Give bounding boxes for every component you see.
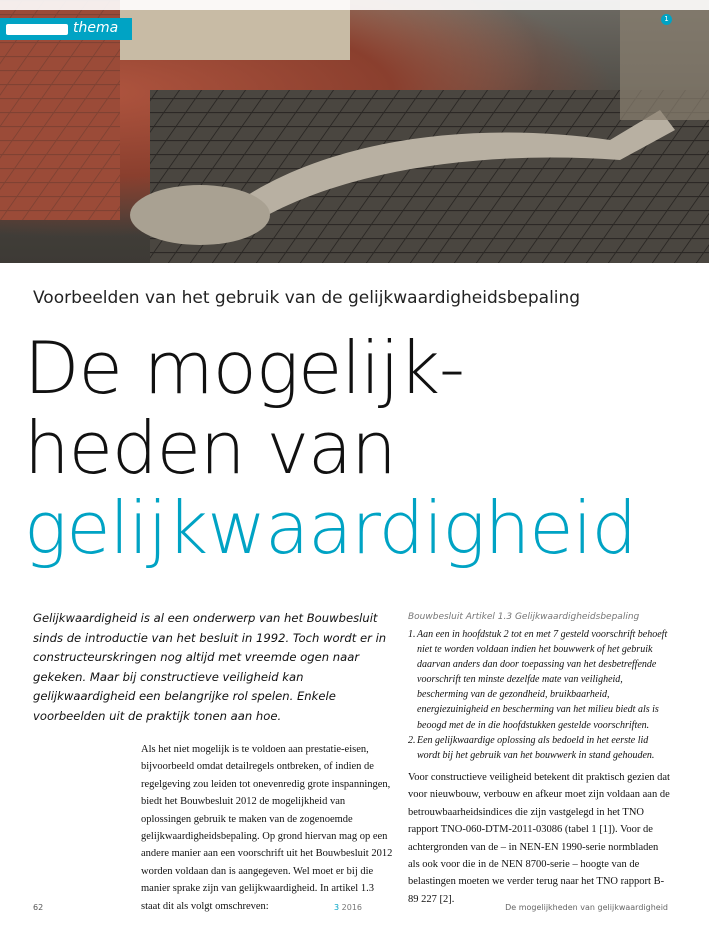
- article-title-line-2: heden van: [24, 406, 396, 490]
- header-photo: [0, 0, 709, 263]
- issue-number: 3: [334, 903, 340, 912]
- article-title-line-3: gelijkwaardigheid: [24, 486, 637, 570]
- list-item-text: Een gelijkwaardige oplossing als bedoeld in het eerste lid wordt bij het gebruik van het bouwwerk in stand gehouden.: [417, 734, 655, 761]
- article-lead: Gelijkwaardigheid is al een onderwerp van het Bouwbesluit sinds de introductie van het besluit in 1992. Toch wordt er in constructeurskringen nog altijd met vreemde ogen naar gekeken. Maar bij constructieve veiligheid kan gelijkwaardigheid een belangrijke rol spelen. Enkele voorbeelden uit de praktijk tonen aan hoe.: [33, 611, 387, 723]
- magazine-logo-icon: [6, 24, 68, 35]
- article-subtitle: Voorbeelden van het gebruik van de gelijkwaardigheidsbepaling: [33, 288, 581, 308]
- issue-year: 2016: [341, 903, 362, 912]
- list-item: [408, 627, 670, 733]
- article-provision-list: [408, 627, 670, 763]
- quote-box-title: Bouwbesluit Artikel 1.3 Gelijkwaardigheidsbepaling: [408, 612, 640, 622]
- section-tag: [0, 18, 132, 40]
- section-tag-label: thema: [73, 20, 119, 36]
- body-paragraph-1: Als het niet mogelijk is te voldoen aan prestatie-eisen, bijvoorbeeld omdat detailregels ontbreken, of indien de regelgeving zou leiden tot onevenredig grote inspanningen, biedt het Bouwbesluit 2012 de mogelijkheid van oplossingen gebruik te maken van de zogenoemde gelijkwaardigheidsbepaling. Op grond hiervan mag op een andere manier aan een voorschrift uit het Bouwbesluit 2012 worden voldaan dan is aangegeven. Wel moet er bij die manier sprake zijn van gelijkwaardigheid. In artikel 1.3 staat dit als volgt omschreven:: [141, 744, 393, 912]
- issue-info: [334, 903, 362, 912]
- list-item-number: 1.: [408, 629, 416, 640]
- page-number: 62: [33, 903, 44, 912]
- article-title-line-1: De mogelijk-: [24, 326, 465, 410]
- running-title: De mogelijkheden van gelijkwaardigheid: [505, 903, 668, 912]
- body-paragraph-2: Voor constructieve veiligheid betekent dit praktisch gezien dat voor nieuwbouw, verbouw en afkeur moet zijn voldaan aan de betrouwbaarheidsindices die zijn vastgelegd in het TNO rapport TNO-060-DTM-2011-03086 (tabel 1 [1]). Voor de achtergronden van de – in NEN-EN 1990-serie normbladen als ook voor die in de NEN 8700-serie – hoogte van de belastingen moeten we verder terug naar het TNO rapport B-89 227 [2].: [408, 772, 670, 905]
- list-item-text: Aan een in hoofdstuk 2 tot en met 7 gesteld voorschrift behoeft niet te worden voldaan indien het bouwwerk of het gebruik daarvan anders dan door toepassing van het desbetreffende voorschrift ten minste dezelfde mate van veiligheid, bescherming van de gezondheid, bruikbaarheid, energiezuinigheid en bescherming van het milieu biedt als is beoogd met de in die hoofdstukken gestelde voorschriften.: [417, 629, 668, 731]
- page-badge: 1: [661, 14, 672, 25]
- list-item: [408, 733, 670, 763]
- list-item-number: 2.: [408, 734, 416, 746]
